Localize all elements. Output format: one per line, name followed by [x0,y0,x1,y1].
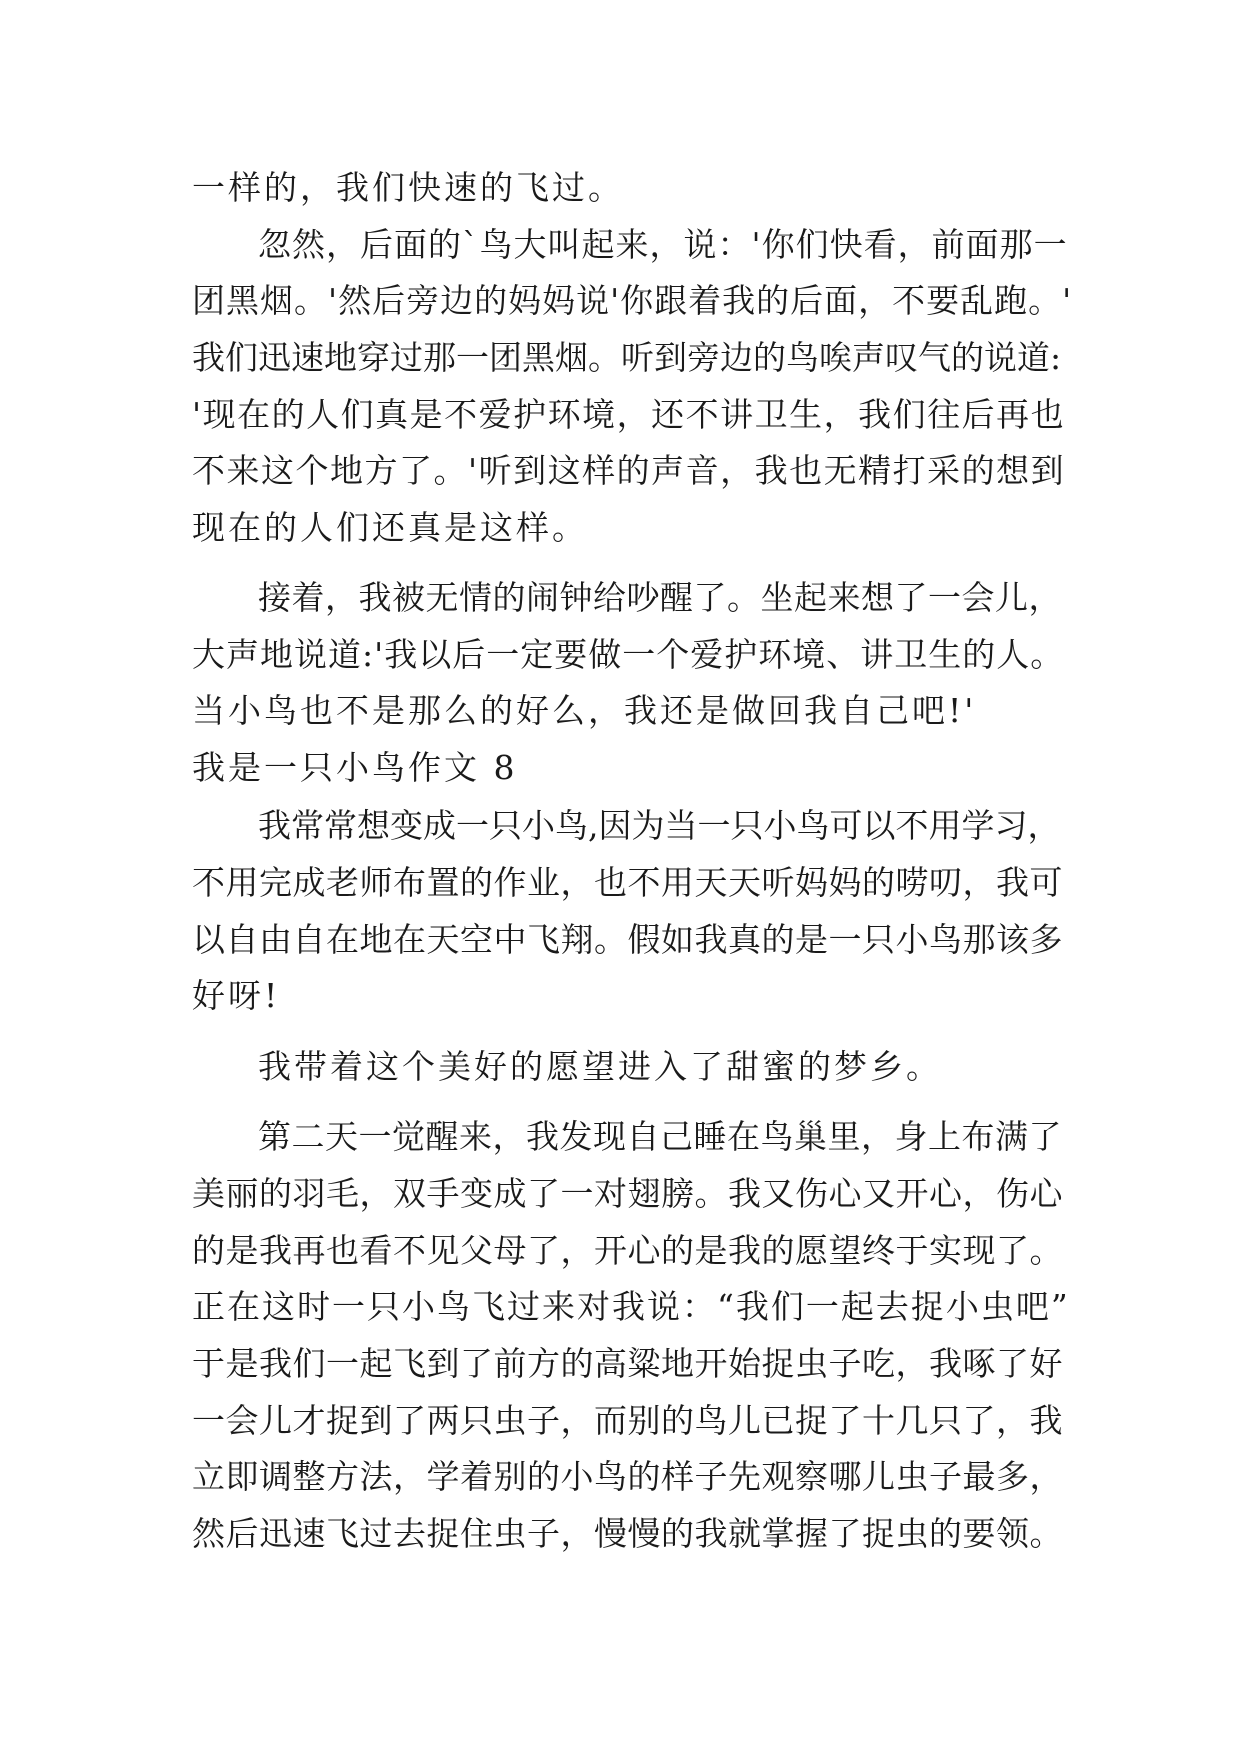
text-line: 于是我们一起飞到了前方的高粱地开始捉虫子吃，我啄了好 [192,1344,1063,1383]
text-line: 然后迅速飞过去捉住虫子，慢慢的我就掌握了捉虫的要领。 [192,1514,1063,1553]
text-line: 以自由自在地在天空中飞翔。假如我真的是一只小鸟那该多 [192,920,1063,959]
paragraph-start-line: 我常常想变成一只小鸟,因为当一只小鸟可以不用学习， [258,806,1061,845]
section-heading: 我是一只小鸟作文 8 [192,748,518,787]
text-line: 的是我再也看不见父母了，开心的是我的愿望终于实现了。 [192,1231,1063,1270]
text-line: '现在的人们真是不爱护环境，还不讲卫生，我们往后再也 [192,395,1066,434]
paragraph-start-line: 忽然，后面的`鸟大叫起来，说：'你们快看，前面那一 [258,225,1068,264]
paragraph-start-line: 我带着这个美好的愿望进入了甜蜜的梦乡。 [258,1047,942,1086]
text-line: 正在这时一只小鸟飞过来对我说：“我们一起去捉小虫吧” [192,1287,1070,1326]
text-line: 当小鸟也不是那么的好么，我还是做回我自己吧!' [192,691,977,730]
text-line: 大声地说道:'我以后一定要做一个爱护环境、讲卫生的人。 [192,635,1065,674]
paragraph-start-line: 第二天一觉醒来，我发现自己睡在鸟巢里，身上布满了 [258,1117,1062,1156]
text-line: 团黑烟。'然后旁边的妈妈说'你跟着我的后面，不要乱跑。' [192,281,1073,320]
text-line: 现在的人们还真是这样。 [192,508,588,547]
text-line: 不用完成老师布置的作业，也不用天天听妈妈的唠叨，我可 [192,863,1063,902]
text-line: 美丽的羽毛，双手变成了一对翅膀。我又伤心又开心，伤心 [192,1174,1063,1213]
paragraph-start-line: 接着，我被无情的闹钟给吵醒了。坐起来想了一会儿， [258,578,1062,617]
text-line: 一样的，我们快速的飞过。 [192,168,624,207]
text-line: 好呀! [192,976,281,1015]
text-line: 不来这个地方了。'听到这样的声音，我也无精打采的想到 [192,451,1066,490]
text-line: 立即调整方法，学着别的小鸟的样子先观察哪儿虫子最多， [192,1457,1063,1496]
text-line: 一会儿才捉到了两只虫子，而别的鸟儿已捉了十几只了，我 [192,1401,1063,1440]
text-line: 我们迅速地穿过那一团黑烟。听到旁边的鸟唉声叹气的说道: [192,338,1062,377]
